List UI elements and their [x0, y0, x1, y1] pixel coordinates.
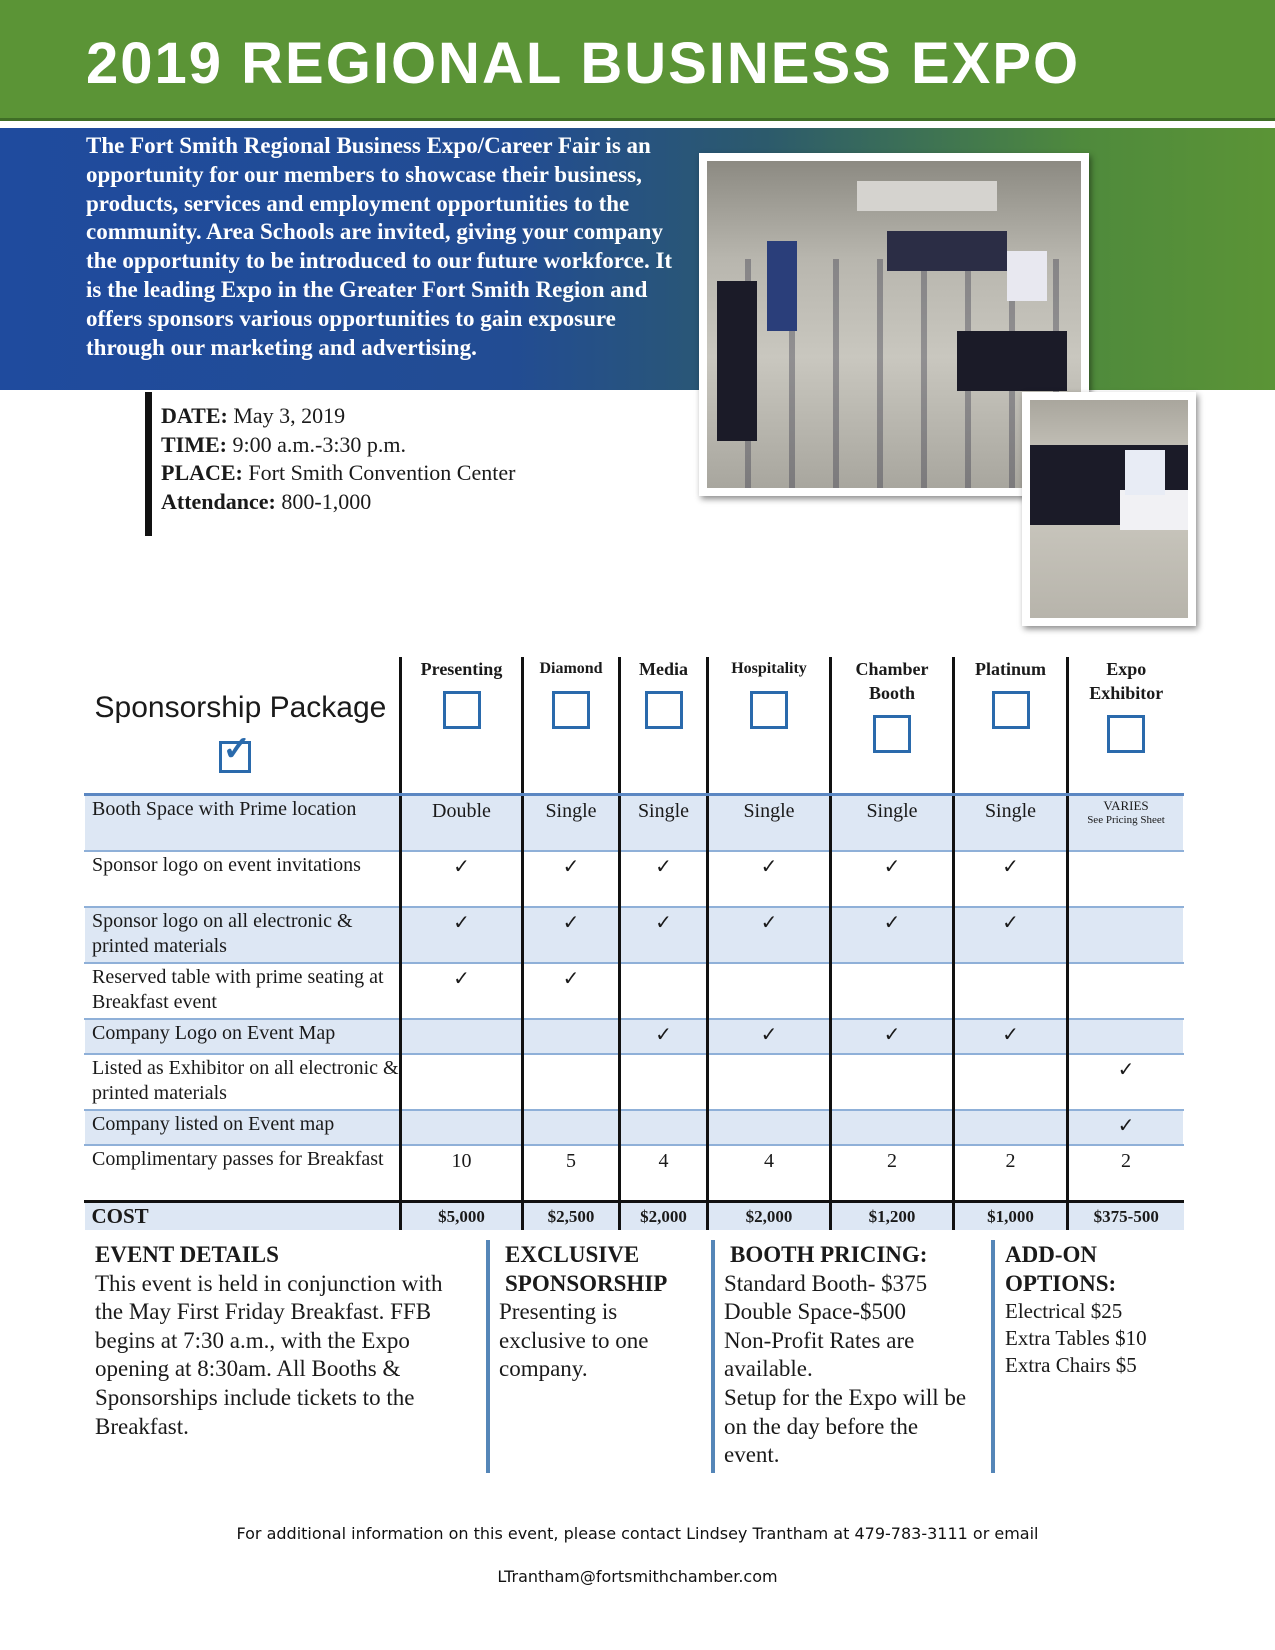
booth-pricing-line: Non-Profit Rates are available.	[724, 1327, 915, 1382]
table-cell: Single	[523, 795, 620, 852]
addon-line: Electrical $25	[1005, 1299, 1123, 1324]
table-cell	[620, 1054, 708, 1110]
table-cell: Single	[708, 795, 831, 852]
sponsorship-table	[84, 657, 1184, 1230]
tier-checkbox-diamond[interactable]	[552, 691, 590, 729]
section-divider	[486, 1240, 490, 1473]
checked-checkbox-icon[interactable]: ✓	[219, 741, 251, 773]
table-row	[85, 795, 1184, 852]
addons-title: ADD-ON OPTIONS:	[1005, 1242, 1117, 1296]
table-row	[85, 1054, 1184, 1110]
booth-pricing-line: Setup for the Expo will be on the day before the event.	[724, 1384, 967, 1468]
feature-label: Complimentary passes for Breakfast	[85, 1145, 401, 1202]
table-row	[85, 1019, 1184, 1054]
tier-header-presenting: Presenting	[401, 657, 523, 795]
table-cell: 5	[523, 1145, 620, 1202]
exclusive-section	[499, 1241, 689, 1384]
booth-pricing-line: Standard Booth- $375	[724, 1270, 928, 1296]
table-row	[85, 1110, 1184, 1145]
table-row	[85, 851, 1184, 907]
table-cell: 4	[620, 1145, 708, 1202]
contact-line: For additional information on this event, please contact Lindsey Trantham at 479-783-3111 or email	[236, 1524, 1039, 1543]
place-label: PLACE:	[161, 460, 243, 485]
cost-cell: $5,000	[401, 1202, 523, 1231]
table-cell: Double	[401, 795, 523, 852]
tier-header-media: Media	[620, 657, 708, 795]
table-cell: ✓	[1068, 1110, 1184, 1145]
event-info-block	[145, 392, 515, 536]
exclusive-title: EXCLUSIVE SPONSORSHIP	[505, 1242, 668, 1296]
table-cell: ✓	[708, 1019, 831, 1054]
table-cell	[401, 1019, 523, 1054]
table-cell	[523, 1110, 620, 1145]
tier-header-expo-exhibitor: Expo Exhibitor	[1068, 657, 1184, 795]
table-cell	[401, 1054, 523, 1110]
booth-pricing-line: Double Space-$500	[724, 1299, 907, 1325]
cost-cell: $2,000	[708, 1202, 831, 1231]
cost-cell: $2,500	[523, 1202, 620, 1231]
table-cell: ✓	[954, 851, 1068, 907]
feature-label: Booth Space with Prime location	[85, 795, 401, 852]
varies-note: See Pricing Sheet	[1087, 814, 1165, 826]
time-label: TIME:	[161, 431, 227, 457]
table-cell: ✓	[401, 963, 523, 1019]
cost-cell: $1,000	[954, 1202, 1068, 1231]
table-cell	[954, 1054, 1068, 1110]
cost-label: COST	[85, 1202, 401, 1231]
table-cell	[620, 963, 708, 1019]
table-cell: Single	[620, 795, 708, 852]
table-cell: ✓	[620, 851, 708, 907]
feature-label: Sponsor logo on all electronic & printed materials	[85, 907, 401, 963]
table-cell	[523, 1019, 620, 1054]
table-row	[85, 1145, 1184, 1202]
tier-header-diamond: Diamond	[523, 657, 620, 795]
table-cell: 2	[1068, 1145, 1184, 1202]
table-cell: ✓	[831, 851, 954, 907]
booth-pricing-section	[724, 1241, 974, 1470]
place-value: Fort Smith Convention Center	[248, 460, 516, 485]
table-cell	[831, 963, 954, 1019]
table-cell	[1068, 963, 1184, 1019]
table-cell	[954, 1110, 1068, 1145]
table-cell: 4	[708, 1145, 831, 1202]
table-cell	[831, 1054, 954, 1110]
table-cell: ✓	[620, 907, 708, 963]
table-cell	[831, 1110, 954, 1145]
table-cell: ✓	[1068, 1054, 1184, 1110]
addon-line: Extra Tables $10	[1005, 1326, 1147, 1351]
cost-row	[85, 1202, 1184, 1231]
tier-header-chamber-booth: Chamber Booth	[831, 657, 954, 795]
feature-label: Sponsor logo on event invitations	[85, 851, 401, 907]
table-cell: Single	[954, 795, 1068, 852]
cost-cell: $375-500	[1068, 1202, 1184, 1231]
intro-paragraph: The Fort Smith Regional Business Expo/Career Fair is an opportunity for our members to showcase their business, products, services and employment opportunities to the community. Area Schools are invited, giving your company the opportunity to be introduced to our future workforce. It is the leading Expo in the Greater Fort Smith Region and offers sponsors various opportunities to gain exposure through our marketing and advertising.	[86, 133, 673, 360]
table-cell	[620, 1110, 708, 1145]
feature-label: Company listed on Event map	[85, 1110, 401, 1145]
tier-header-platinum: Platinum	[954, 657, 1068, 795]
table-cell: 10	[401, 1145, 523, 1202]
table-cell: 2	[831, 1145, 954, 1202]
table-cell: ✓	[523, 963, 620, 1019]
table-cell-varies	[1068, 795, 1184, 852]
tier-header-hospitality: Hospitality	[708, 657, 831, 795]
attendance-value: 800-1,000	[281, 488, 372, 514]
cost-cell: $2,000	[620, 1202, 708, 1231]
event-details-section	[95, 1241, 455, 1441]
feature-label: Listed as Exhibitor on all electronic & printed materials	[85, 1054, 401, 1110]
date-label: DATE:	[161, 403, 228, 428]
feature-label: Reserved table with prime seating at Breakfast event	[85, 963, 401, 1019]
table-cell	[708, 1054, 831, 1110]
addons-section	[1005, 1241, 1185, 1379]
tier-checkbox-media[interactable]	[645, 691, 683, 729]
table-cell: ✓	[401, 851, 523, 907]
table-cell: ✓	[523, 851, 620, 907]
expo-booth-photo	[1022, 392, 1196, 626]
section-divider	[711, 1240, 715, 1473]
tier-checkbox-platinum[interactable]	[992, 691, 1030, 729]
table-cell: ✓	[954, 907, 1068, 963]
booth-pricing-title: BOOTH PRICING:	[730, 1242, 928, 1267]
table-cell	[708, 1110, 831, 1145]
attendance-label: Attendance:	[161, 488, 276, 514]
table-cell: ✓	[401, 907, 523, 963]
table-row	[85, 963, 1184, 1019]
addon-line: Extra Chairs $5	[1005, 1353, 1137, 1378]
table-row	[85, 907, 1184, 963]
table-cell	[1068, 851, 1184, 907]
table-cell	[1068, 1019, 1184, 1054]
table-cell: ✓	[831, 1019, 954, 1054]
table-cell: ✓	[708, 907, 831, 963]
table-cell: ✓	[523, 907, 620, 963]
cost-cell: $1,200	[831, 1202, 954, 1231]
tier-checkbox-hospitality[interactable]	[750, 691, 788, 729]
table-cell: ✓	[620, 1019, 708, 1054]
feature-label: Company Logo on Event Map	[85, 1019, 401, 1054]
package-header	[85, 657, 401, 795]
table-cell	[954, 963, 1068, 1019]
page-title: 2019 REGIONAL BUSINESS EXPO	[86, 31, 1081, 96]
tier-checkbox-chamber-booth[interactable]	[873, 715, 911, 753]
exclusive-body: Presenting is exclusive to one company.	[499, 1299, 649, 1382]
table-cell: ✓	[708, 851, 831, 907]
date-value: May 3, 2019	[233, 403, 346, 428]
tier-checkbox-presenting[interactable]	[443, 691, 481, 729]
table-cell	[708, 963, 831, 1019]
table-cell: ✓	[831, 907, 954, 963]
varies-label: VARIES	[1103, 798, 1149, 813]
table-cell: 2	[954, 1145, 1068, 1202]
tier-checkbox-expo-exhibitor[interactable]	[1107, 715, 1145, 753]
title-banner	[0, 0, 1275, 121]
time-value: 9:00 a.m.-3:30 p.m.	[232, 431, 407, 457]
table-cell	[1068, 907, 1184, 963]
table-cell	[523, 1054, 620, 1110]
table-cell: Single	[831, 795, 954, 852]
table-cell: ✓	[954, 1019, 1068, 1054]
table-cell	[401, 1110, 523, 1145]
package-title: Sponsorship Package	[94, 691, 387, 724]
contact-email-link[interactable]: LTrantham@fortsmithchamber.com	[497, 1567, 778, 1586]
event-details-body: This event is held in conjunction with the May First Friday Breakfast. FFB begins at 7:30 a.m., with the Expo opening at 8:30am. All Booths & Sponsorships include tickets to the Breakfast.	[95, 1270, 443, 1439]
section-divider	[991, 1240, 995, 1473]
event-details-title: EVENT DETAILS	[95, 1242, 279, 1267]
